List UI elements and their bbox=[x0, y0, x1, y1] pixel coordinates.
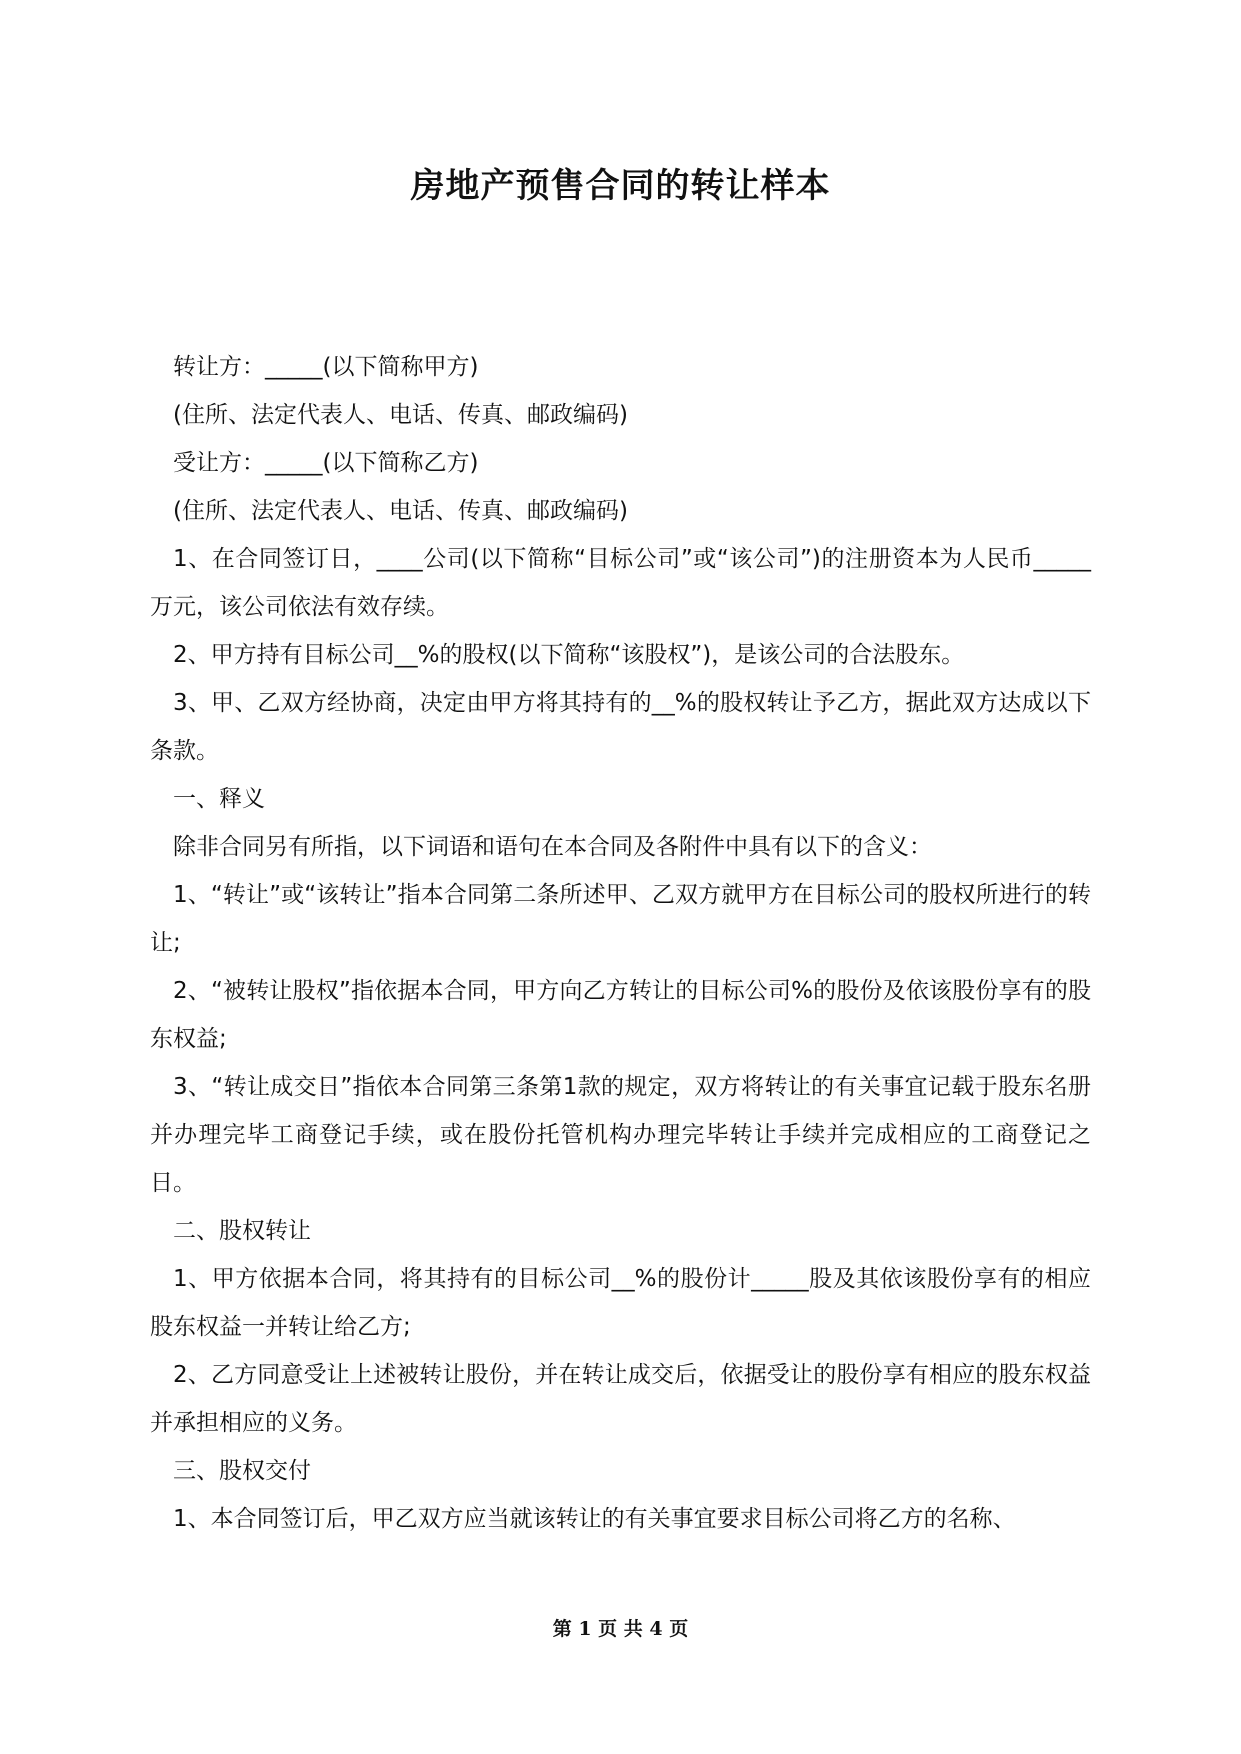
paragraph-transferee: 受让方：_____(以下简称乙方) bbox=[173, 450, 479, 476]
paragraph-transferor-info: (住所、法定代表人、电话、传真、邮政编码) bbox=[173, 402, 628, 428]
section-heading-equity-transfer: 二、股权转让 bbox=[173, 1218, 311, 1244]
paragraph-definition-1: 1、“转让”或“该转让”指本合同第二条所述甲、乙双方就甲方在目标公司的股权所进行的转让; bbox=[150, 882, 1091, 956]
paragraph-recital-2: 2、甲方持有目标公司__%的股权(以下简称“该股权”)，是该公司的合法股东。 bbox=[173, 642, 965, 668]
paragraph-transferor: 转让方：_____(以下简称甲方) bbox=[173, 354, 479, 380]
document-body bbox=[150, 343, 1091, 1543]
paragraph-definition-2: 2、“被转让股权”指依据本合同，甲方向乙方转让的目标公司%的股份及依该股份享有的股东权益; bbox=[150, 978, 1091, 1052]
section-heading-definitions: 一、释义 bbox=[173, 786, 265, 812]
paragraph-transfer-2: 2、乙方同意受让上述被转让股份，并在转让成交后，依据受让的股份享有相应的股东权益并承担相应的义务。 bbox=[150, 1362, 1091, 1436]
paragraph-delivery-1: 1、本合同签订后，甲乙双方应当就该转让的有关事宜要求目标公司将乙方的名称、 bbox=[173, 1506, 1016, 1532]
paragraph-definitions-intro: 除非合同另有所指，以下词语和语句在本合同及各附件中具有以下的含义： bbox=[173, 834, 932, 860]
paragraph-transfer-1: 1、甲方依据本合同，将其持有的目标公司__%的股份计_____股及其依该股份享有的相应股东权益一并转让给乙方; bbox=[150, 1266, 1091, 1340]
section-heading-equity-delivery: 三、股权交付 bbox=[173, 1458, 311, 1484]
paragraph-transferee-info: (住所、法定代表人、电话、传真、邮政编码) bbox=[173, 498, 628, 524]
page-number-footer: 第 1 页 共 4 页 bbox=[552, 1618, 689, 1640]
paragraph-recital-1: 1、在合同签订日，____公司(以下简称“目标公司”或“该公司”)的注册资本为人民币_____万元，该公司依法有效存续。 bbox=[150, 546, 1091, 620]
document-title: 房地产预售合同的转让样本 bbox=[410, 166, 831, 206]
paragraph-definition-3: 3、“转让成交日”指依本合同第三条第1款的规定，双方将转让的有关事宜记载于股东名册并办理完毕工商登记手续，或在股份托管机构办理完毕转让手续并完成相应的工商登记之日。 bbox=[150, 1074, 1091, 1196]
paragraph-recital-3: 3、甲、乙双方经协商，决定由甲方将其持有的__%的股权转让予乙方，据此双方达成以下条款。 bbox=[150, 690, 1091, 764]
